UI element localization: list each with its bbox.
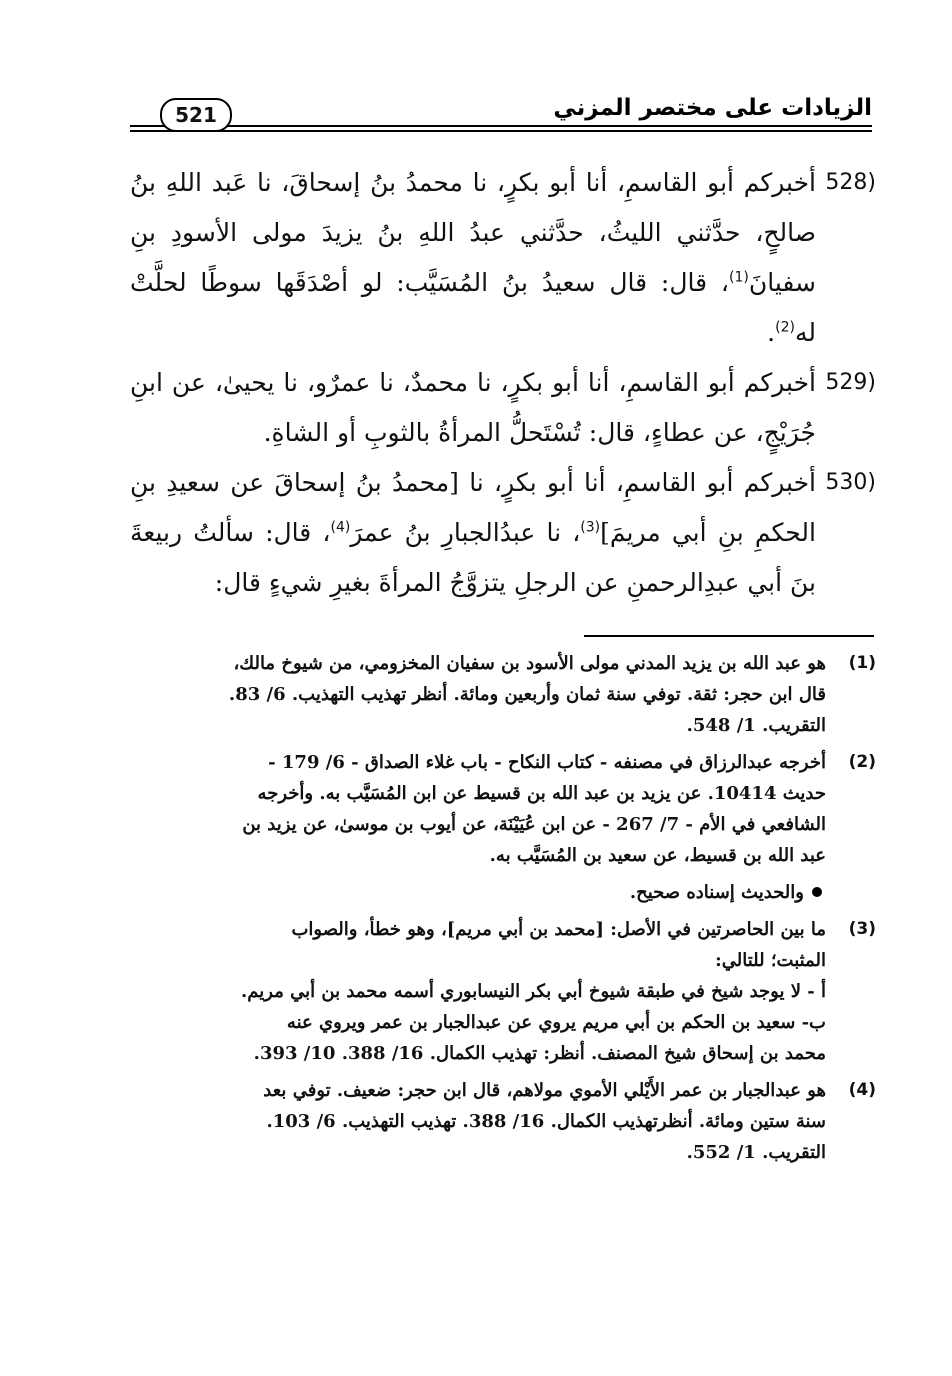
entry-text: ، قال: سألتُ ربيعةَ بنَ أبي عبدِالرحمنِ عن الرجلِ يتزوَّجُ المرأةَ بغيرِ شيءٍ قال: xyxy=(130,518,816,597)
footnote-number: (2) xyxy=(848,752,876,772)
footnotes xyxy=(130,648,876,1174)
footnote-reference[interactable]: (2) xyxy=(775,319,795,336)
entry-number: 530) xyxy=(825,470,876,495)
footnote xyxy=(130,914,876,1069)
footnote-separator xyxy=(584,635,874,637)
footnote-line: محمد بن إسحاق شيخ المصنف. أنظر: تهذيب الكمال. 16/ 388. 10/ 393. xyxy=(253,1043,826,1064)
footnote-line: أخرجه عبدالرزاق في مصنفه - كتاب النكاح - باب غلاء الصداق - 6/ 179 - xyxy=(268,752,826,773)
footnote-line: هو عبدالجبار بن عمر الأَيْلي الأموي مولاهم، قال ابن حجر: ضعيف. توفي بعد xyxy=(263,1080,826,1101)
hadith-entry xyxy=(130,458,876,608)
bullet-icon xyxy=(812,887,822,897)
page-number: 521 xyxy=(160,98,232,132)
footnote-line: حديث 10414. عن يزيد بن عبد الله بن قسيط عن ابن المُسَيَّب به. وأخرجه xyxy=(257,783,826,804)
footnote-reference[interactable]: (3) xyxy=(580,519,601,536)
entry-text: ، قال: قال سعيدُ بنُ المُسَيَّب: لو أصْدَقَها سوطًا لحلَّتْ له xyxy=(130,268,816,347)
entry-text: أخبركم أبو القاسمِ، أنا أبو بكرٍ، نا محمدُ بنُ إسحاقَ، نا عَبد اللهِ بنُ صالحٍ، حدَّثني الليثُ، حدَّثني عبدُ اللهِ بنُ يزيدَ مولى الأسودِ بنِ سفيانَ xyxy=(130,168,816,297)
running-title: الزيادات على مختصر المزني xyxy=(553,95,872,121)
footnote-bullet xyxy=(130,877,876,908)
main-text xyxy=(130,158,876,608)
footnote-number: (4) xyxy=(848,1080,876,1100)
footnote-number: (3) xyxy=(848,919,876,939)
footnote-line: ما بين الحاصرتين في الأصل: [محمد بن أبي مريم]، وهو خطأ، والصواب xyxy=(291,919,826,940)
footnote-line: الشافعي في الأم - 7/ 267 - عن ابن عُيَيْنَة، عن أيوب بن موسىٰ، عن يزيد بن xyxy=(242,814,826,835)
footnote xyxy=(130,648,876,741)
entry-number: 529) xyxy=(825,370,876,395)
entry-text: . xyxy=(767,318,776,347)
header-rule xyxy=(130,125,872,127)
footnote-line: عبد الله بن قسيط، عن سعيد بن المُسَيَّب به. xyxy=(489,845,826,866)
footnote-line: أ - لا يوجد شيخ في طبقة شيوخ أبي بكر النيسابوري أسمه محمد بن أبي مريم. xyxy=(241,981,826,1002)
footnote xyxy=(130,1075,876,1168)
footnote-line: قال ابن حجر: ثقة. توفي سنة ثمان وأربعين ومائة. أنظر تهذيب التهذيب. 6/ 83. xyxy=(228,684,826,705)
footnote xyxy=(130,747,876,871)
footnote-reference[interactable]: (1) xyxy=(729,269,749,286)
footnote-reference[interactable]: (4) xyxy=(330,519,351,536)
entry-text: ، نا عبدُالجبارِ بنُ عمرَ xyxy=(350,518,581,547)
entry-text: أخبركم أبو القاسمِ، أنا أبو بكرٍ، نا محمدٌ، نا عمرٌو، نا يحيىٰ، عن ابنِ جُرَيْجٍ، عن عطاءٍ، قال: تُسْتَحلُّ المرأةُ بالثوبِ أو الشاةِ. xyxy=(130,368,816,447)
footnote-number: (1) xyxy=(848,653,876,673)
bullet-text: والحديث إسناده صحيح. xyxy=(629,882,804,903)
footnote-line: هو عبد الله بن يزيد المدني مولى الأسود بن سفيان المخزومي، من شيوخ مالك، xyxy=(233,653,826,674)
hadith-entry xyxy=(130,358,876,458)
entry-text: أخبركم أبو القاسمِ، أنا أبو بكرٍ، نا [محمدُ بنُ إسحاقَ عن سعيدِ بنِ الحكمِ بنِ أبي مريمَ] xyxy=(130,468,816,547)
header-rule xyxy=(130,130,872,132)
footnote-line: التقريب. 1/ 548. xyxy=(686,715,826,736)
entry-number: 528) xyxy=(825,170,876,195)
footnote-line: المثبت؛ للتالي: xyxy=(715,950,826,971)
footnote-line: ب- سعيد بن الحكم بن أبي مريم يروي عن عبدالجبار بن عمر ويروي عنه xyxy=(286,1012,826,1033)
footnote-line: التقريب. 1/ 552. xyxy=(686,1142,826,1163)
hadith-entry xyxy=(130,158,876,358)
footnote-line: سنة ستين ومائة. أنظرتهذيب الكمال. 16/ 388. تهذيب التهذيب. 6/ 103. xyxy=(266,1111,826,1132)
page-header xyxy=(130,92,872,142)
